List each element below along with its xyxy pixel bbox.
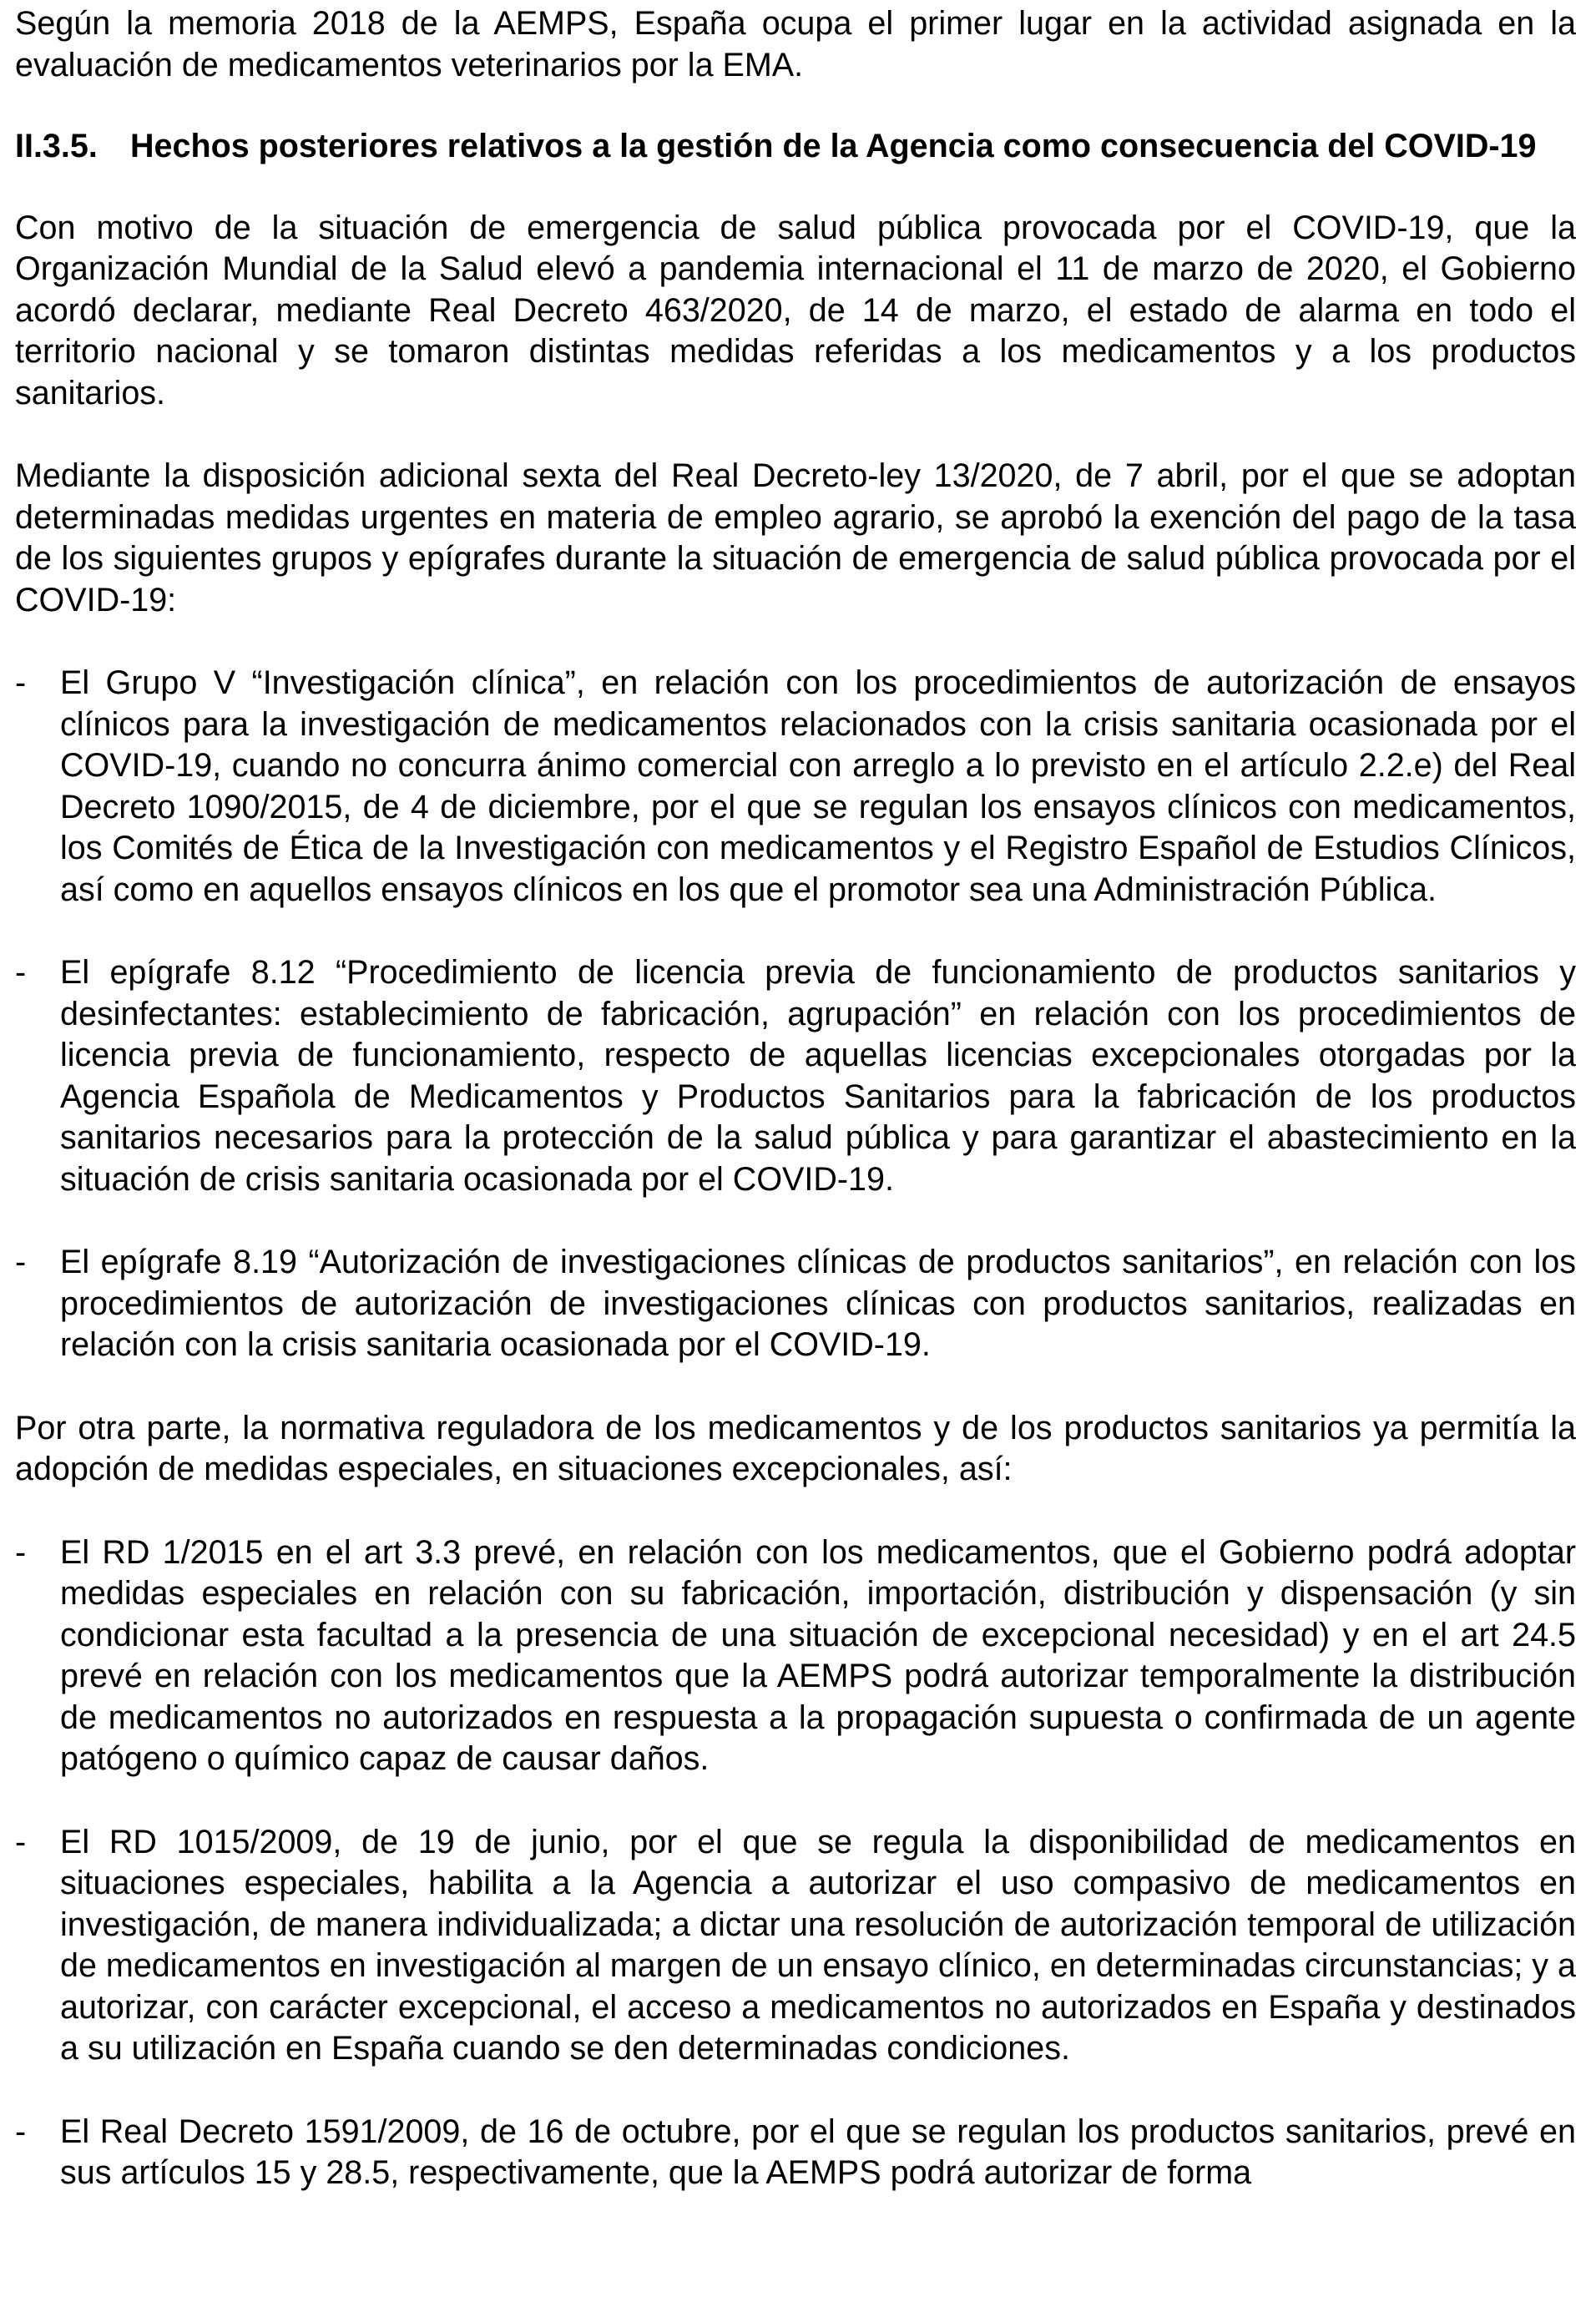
bullet-dash: - — [15, 954, 27, 991]
bullet-dash: - — [15, 2113, 27, 2150]
section-heading — [15, 126, 1576, 168]
list-item — [15, 952, 1576, 1200]
bullet-text: El RD 1/2015 en el art 3.3 prevé, en relación con los medicamentos, que el Gobierno podrá adoptar medidas especiales en relación con su fabricación, importación, distribución y dispensación (y sin condicionar esta facultad a la presencia de una situación de excepcional necesidad) y en el art 24.5 prevé en relación con los medicamentos que la AEMPS podrá autorizar temporalmente la distribución de medicamentos no autorizados en respuesta a la propagación supuesta o confirmada de un agente patógeno o químico capaz de causar daños. — [60, 1533, 1576, 1777]
list-item — [15, 663, 1576, 911]
section-number: II.3.5. — [15, 128, 98, 164]
list-item — [15, 1242, 1576, 1366]
list-item — [15, 2112, 1576, 2194]
bullet-text: El Grupo V “Investigación clínica”, en relación con los procedimientos de autorización de ensayos clínicos para la investigación de medicamentos relacionados con la crisis sanitaria ocasionada por el COVID-19, cuando no concurra ánimo comercial con arreglo a lo previsto en el artículo 2.2.e) del Real Decreto 1090/2015, de 4 de diciembre, por el que se regulan los ensayos clínicos con medicamentos, los Comités de Ética de la Investigación con medicamentos y el Registro Español de Estudios Clínicos, así como en aquellos ensayos clínicos en los que el promotor sea una Administración Pública. — [60, 664, 1576, 908]
bullet-dash: - — [15, 1533, 27, 1571]
intro-paragraph: Según la memoria 2018 de la AEMPS, España ocupa el primer lugar en la actividad asignada en la evaluación de medicamentos veterinarios por la EMA. — [15, 5, 1576, 83]
bullet-text: El epígrafe 8.19 “Autorización de investigaciones clínicas de productos sanitarios”, en relación con los procedimientos de autorización de investigaciones clínicas con productos sanitarios, realizadas en relación con la crisis sanitaria ocasionada por el COVID-19. — [60, 1244, 1576, 1363]
section-title: Hechos posteriores relativos a la gestión de la Agencia como consecuencia del COVID-19 — [130, 128, 1537, 164]
paragraph-special-measures: Por otra parte, la normativa reguladora de los medicamentos y de los productos sanitarios ya permitía la adopción de medidas especiales, en situaciones excepcionales, así: — [15, 1409, 1576, 1487]
bullet-text: El RD 1015/2009, de 19 de junio, por el que se regula la disponibilidad de medicamentos en situaciones especiales, habilita a la Agencia a autorizar el uso compasivo de medicamentos en investigación, de manera individualizada; a dictar una resolución de autorización temporal de utilización de medicamentos en investigación al margen de un ensayo clínico, en determinadas circunstancias; y a autorizar, con carácter excepcional, el acceso a medicamentos no autorizados en España y destinados a su utilización en España cuando se den determinadas condiciones. — [60, 1823, 1576, 2067]
bullet-dash: - — [15, 664, 27, 701]
bullet-text: El epígrafe 8.12 “Procedimiento de licencia previa de funcionamiento de productos sanitarios y desinfectantes: establecimiento de fabricación, agrupación” en relación con los procedimientos de licencia previa de funcionamiento, respecto de aquellas licencias excepcionales otorgadas por la Agencia Española de Medicamentos y Productos Sanitarios para la fabricación de los productos sanitarios necesarios para la protección de la salud pública y para garantizar el abastecimiento en la situación de crisis sanitaria ocasionada por el COVID-19. — [60, 954, 1576, 1198]
bullet-dash: - — [15, 1244, 27, 1280]
list-item — [15, 1822, 1576, 2070]
paragraph-covid-emergency: Con motivo de la situación de emergencia de salud pública provocada por el COVID-19, que la Organización Mundial de la Salud elevó a pandemia internacional el 11 de marzo de 2020, el Gobierno acordó declarar, mediante Real Decreto 463/2020, de 14 de marzo, el estado de alarma en todo el territorio nacional y se tomaron distintas medidas referidas a los medicamentos y a los productos sanitarios. — [15, 209, 1576, 411]
bullet-text: El Real Decreto 1591/2009, de 16 de octubre, por el que se regulan los productos sanitarios, prevé en sus artículos 15 y 28.5, respectivamente, que la AEMPS podrá autorizar de forma — [60, 2113, 1576, 2191]
paragraph-fee-exemption: Mediante la disposición adicional sexta del Real Decreto-ley 13/2020, de 7 abril, por el que se adoptan determinadas medidas urgentes en materia de empleo agrario, se aprobó la exención del pago de la tasa de los siguientes grupos y epígrafes durante la situación de emergencia de salud pública provocada por el COVID-19: — [15, 457, 1576, 618]
document-body — [15, 3, 1576, 2194]
bullet-dash: - — [15, 1823, 27, 1860]
list-item — [15, 1532, 1576, 1780]
